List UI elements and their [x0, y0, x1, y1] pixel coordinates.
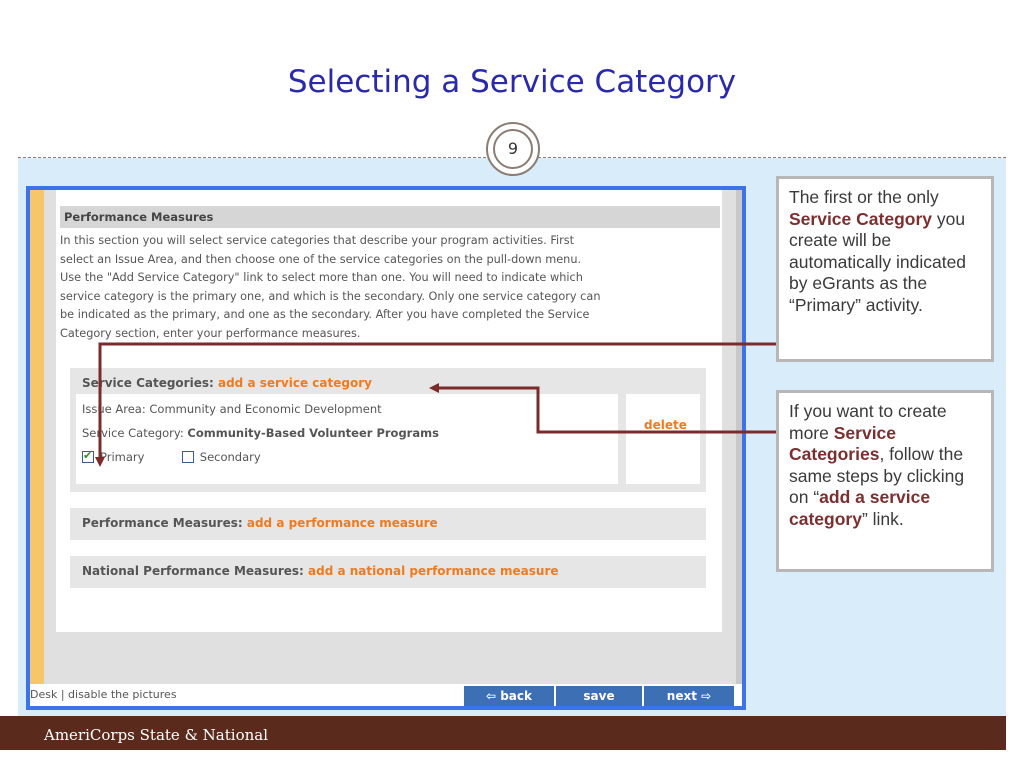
national-measures-label: National Performance Measures: [82, 564, 304, 578]
national-measures-heading [70, 556, 706, 586]
callout-bold: Service Category [789, 208, 932, 229]
desk-links[interactable]: Desk | disable the pictures [30, 688, 177, 701]
left-accent-strip [30, 190, 44, 706]
callout-text: you create will be automatically indicated by eGrants as the “Primary” activity. [789, 208, 967, 315]
service-categories-section [70, 368, 706, 492]
next-button[interactable] [644, 686, 734, 706]
back-button[interactable] [464, 686, 554, 706]
intro-text [60, 232, 720, 343]
intro-line: be indicated as the primary, and one as the secondary. After you have completed the Service [60, 308, 590, 321]
service-categories-label: Service Categories: [82, 376, 214, 390]
save-button[interactable] [556, 686, 642, 706]
delete-link[interactable]: delete [644, 418, 687, 432]
callout-text: The first or the only [789, 187, 939, 207]
performance-measures-header: Performance Measures [60, 206, 720, 228]
primary-label: Primary [100, 450, 145, 464]
intro-line: select an Issue Area, and then choose one of the service categories on the pull-down menu. [60, 252, 582, 266]
service-category-entry [76, 394, 618, 484]
callout-text: If you want to create more [789, 401, 947, 443]
back-arrow-icon: ⇦ [485, 689, 501, 703]
footer-text: AmeriCorps State & National [44, 726, 269, 744]
add-performance-measure-link[interactable]: add a performance measure [246, 516, 438, 530]
callout-bold: Service Categories [789, 422, 897, 464]
callout-bold: add a service category [789, 487, 931, 529]
service-category-row [82, 426, 439, 440]
intro-line: Use the "Add Service Category" link to select more than one. You will need to indicate which [60, 271, 583, 284]
service-category-label: Service Category: [82, 426, 184, 440]
next-arrow-icon: ⇨ [696, 689, 712, 703]
intro-line: Category section, enter your performance measures. [60, 326, 361, 340]
service-category-value: Community-Based Volunteer Programs [187, 426, 439, 440]
secondary-checkbox[interactable] [182, 451, 194, 463]
back-label: back [500, 689, 532, 703]
content-panel [56, 190, 722, 632]
intro-line: In this section you will select service categories that describe your program activities. First [60, 234, 575, 247]
bottom-nav-bar [30, 684, 744, 706]
performance-measures-heading [70, 508, 706, 538]
callout-add-more-note [776, 390, 994, 572]
callout-text: ” link. [861, 508, 904, 529]
issue-area-value: Community and Economic Development [149, 402, 382, 416]
callout-text: , follow the same steps by clicking on “ [789, 444, 965, 507]
issue-area-row [82, 402, 382, 416]
national-measures-section [70, 556, 706, 588]
delete-cell [626, 394, 700, 484]
issue-area-label: Issue Area: [82, 402, 146, 416]
intro-line: service category is the primary one, and which is the secondary. Only one service category can [60, 289, 601, 303]
slide-title: Selecting a Service Category [287, 64, 737, 100]
performance-measures-section [70, 508, 706, 540]
page-number-badge [486, 122, 540, 176]
next-label: next [666, 689, 697, 703]
primary-checkbox[interactable] [82, 451, 94, 463]
add-service-category-link[interactable]: add a service category [217, 376, 372, 390]
callout-primary-note [776, 176, 994, 362]
primary-secondary-row [82, 450, 261, 464]
secondary-label: Secondary [199, 450, 261, 464]
scrollbar[interactable] [736, 190, 744, 706]
save-label: save [583, 689, 615, 703]
egrants-screenshot [26, 186, 746, 710]
add-national-measure-link[interactable]: add a national performance measure [308, 564, 559, 578]
page-number: 9 [493, 129, 533, 169]
performance-measures-label: Performance Measures: [82, 516, 243, 530]
